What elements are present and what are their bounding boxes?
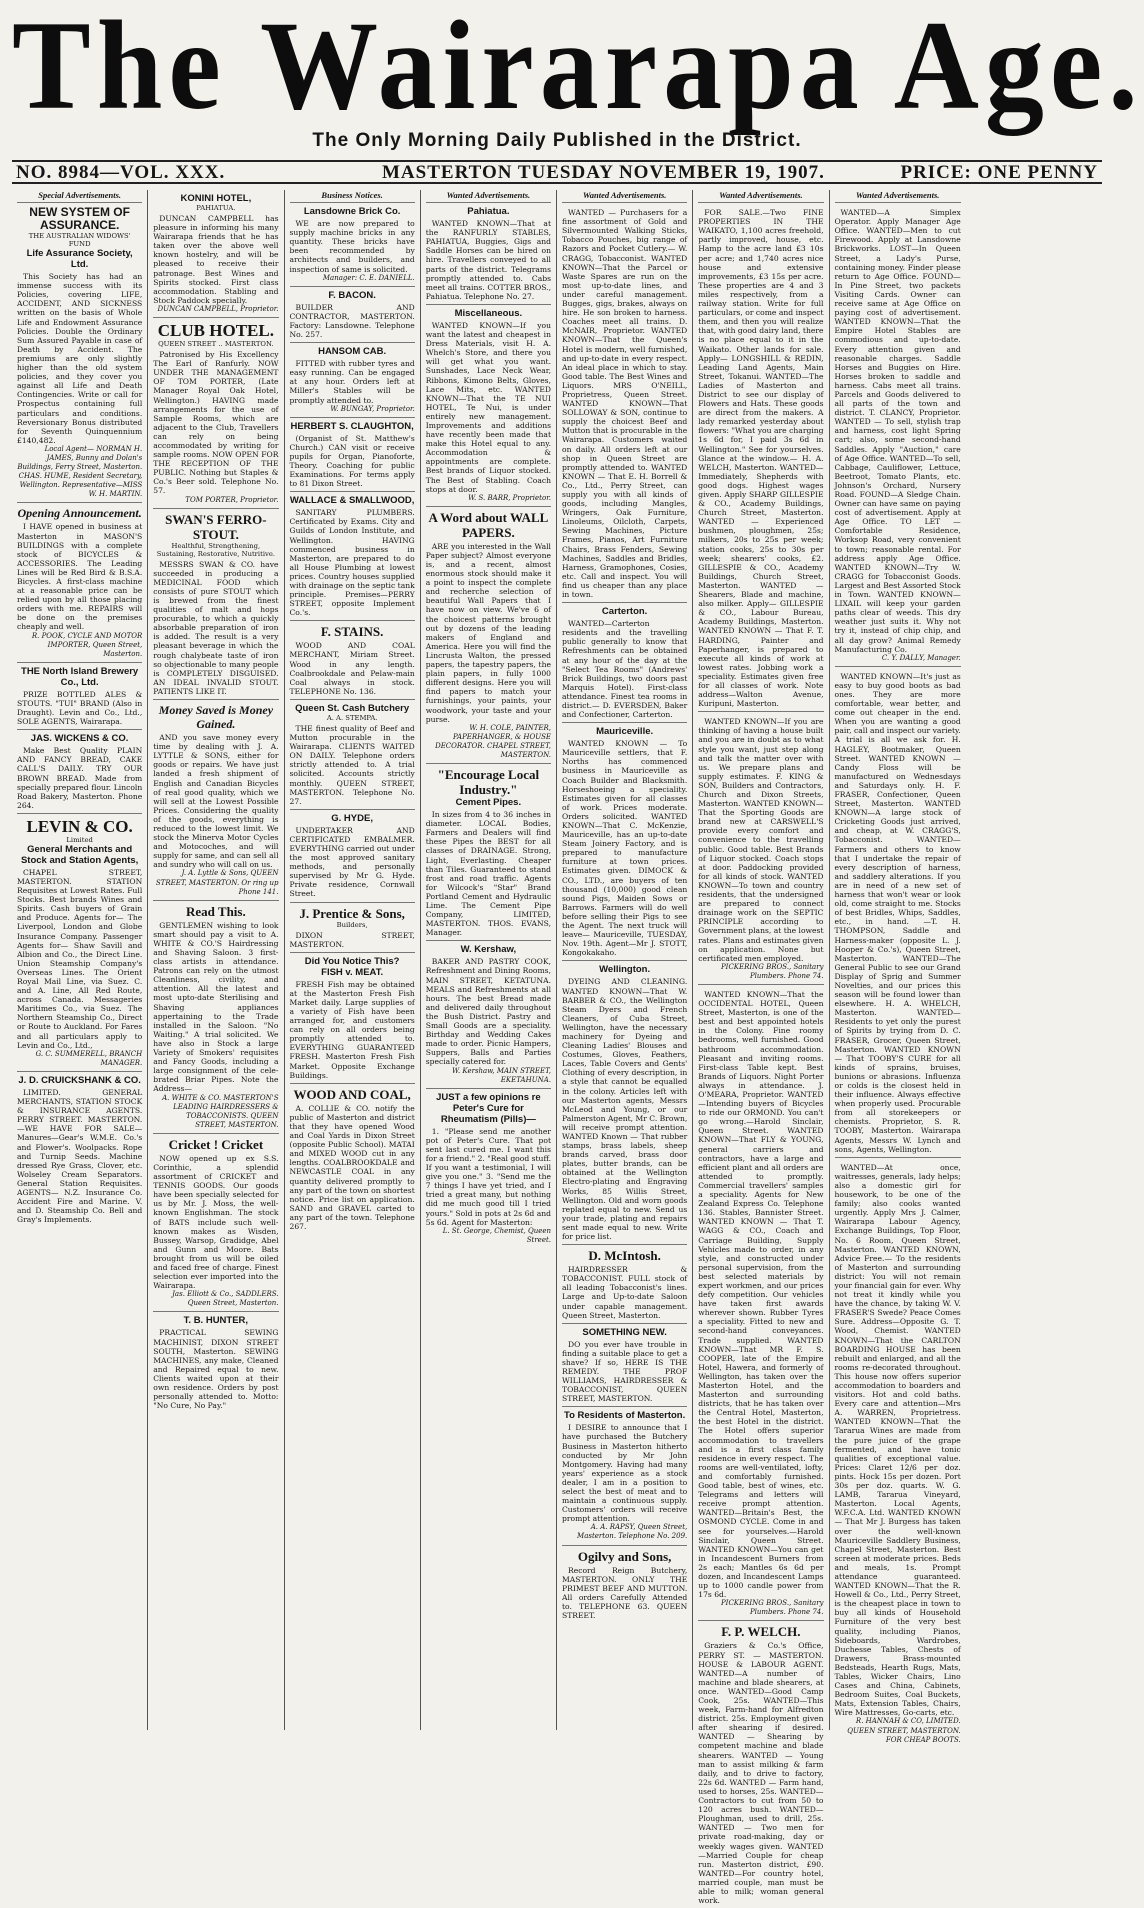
ad-body: DUNCAN CAMPBELL has pleasure in informing his many Wairarapa friends that he has taken over the above well known hostelry, and will be pleased to receive their patronage. Best Wines and Spirits stocked. First class accommodation. Stabling and Stock Paddock specially.	[153, 214, 279, 305]
ad-title: JUST a few opinions re Peter's Cure for Rheumatism (Pills)—	[436, 1091, 541, 1125]
advertisement	[290, 343, 415, 418]
ad-signature: PICKERING BROS., Sanitary Plumbers. Phone 74.	[720, 1599, 824, 1617]
ad-signature: A. A. RAPSY, Queen Street, Masterton. Telephone No. 209.	[577, 1523, 688, 1541]
ad-title: Carterton.	[601, 606, 648, 618]
price: PRICE: ONE PENNY	[900, 162, 1098, 183]
ad-signature: G. C. SUMMERELL, BRANCH MANAGER.	[35, 1049, 143, 1067]
advertisement	[17, 503, 142, 662]
ad-title: LEVIN & CO.	[26, 816, 133, 836]
ad-body: BUILDER AND CONTRACTOR, MASTERTON. Factory: Lansdowne. Telephone No. 257.	[289, 302, 415, 340]
ad-body: WANTED—At once, waitresses, generals, lady helps; also a domestic girl for housework, to be one of the family; also cooks wanted urgently. Apply Mrs J. Calmer, Wairarapa Labour Agency, Exchange Buildings, Top Floor, No. 6 Room, Queen Street, Masterton. WANTED KNOWN, Advice Free.— To the residents of Masterton and surrounding district: You will not remain your financial gain for ever. Why not treat it kindly while you have the chance, by taking W. V. FRASER'S Swede? Peace Comes Sure. Address—Opposite G. T. Wood, Chemist. WANTED KNOWN—That the CARLTON BOARDING HOUSE has been rebuilt and enlarged, and all the rooms re-decorated throughout. This house now offers superior accommodation to boarders and visitors. Hot and cold baths. Every care and attention—Mrs A. WARREN, Proprietress. WANTED KNOWN—That the Tararua Wines are made from the pure juice of the grape fermented, and have tonic qualities of exceptional value. Prices: Claret 12/6 per doz. pints. Hock 15s per dozen. Port 30s per doz. quarts. W. G. LAMB, Tararua Vineyard, Masterton. Local Agents, W.F.C.A. Ltd. WANTED KNOWN — That Mr J. Burgess has taken over the well-known Mauriceville Saddlery Business, Chapel Street, Masterton. Best screen at moderate prices. Beds and meals, 1s. Prompt attendance guaranteed. WANTED KNOWN—That the R. Howell & Co., Ltd., Perry Street, is the cheapest place in town to buy all kinds of Household Furniture of the very best quality, including Pianos, Sideboards, Wardrobes, Duchesse Tables, Chests of Drawers, Brass-mounted Bedsteads, Hearth Rugs, Mats, Tables, Wicker Chairs, Lino Cases and China, Cabinets, Bedroom Suites, Coal Buckets, Mats, Extension Tables, Chairs, Wire Mattresses, Go-carts, etc.	[834, 1162, 961, 1718]
ad-title: J. Prentice & Sons,	[299, 905, 405, 921]
column-5	[557, 190, 693, 1730]
advertisement	[153, 700, 278, 901]
ad-body: SANITARY PLUMBERS. Certificated by Exams. City and Guilds of London Institute, and Wellington. HAVING commenced business in Masterton, are prepared to do all House Plumbing at lowest prices. Country houses supplied with drainage on the septic tank principle. Premises—PERRY STREET, opposite Implement Co.'s.	[289, 508, 415, 618]
advertisement	[153, 901, 278, 1134]
ad-body: I HAVE opened in business at Masterton in MASON'S BUILDINGS with a complete stock of BICYCLES & ACCESSORIES. The Leading Lines will be Red Bird & B.S.A. Bicycles. A first-class machine at a reasonable price can be relied upon by all those placing orders with me. REPAIRS will be done on the premises cheaply and well.	[17, 522, 143, 632]
ad-signature: W. H. COLE, PAINTER, PAPERHANGER, & HOUSE DECORATOR. CHAPEL STREET, MASTERTON.	[435, 723, 551, 759]
ad-title: HERBERT S. CLAUGHTON,	[290, 420, 414, 432]
masthead-info-bar	[12, 160, 1102, 184]
ad-body: FRESH Fish may be obtained at the Masterton Fresh Fish Market daily. Large supplies of a variety of Fish have been arranged for, and customers can rely on all orders being promptly attended to. EVERYTHING GUARANTEED FRESH. Masterton Fresh Fish Market. Opposite Exchange Buildings.	[289, 979, 415, 1080]
ad-signature: Local Agent— NORMAN H. JAMES, Bunny and Dolan's Buildings, Ferry Street, Masterton. CHAS. HUME, Resident Secretary, Wellington. Representative—MISS W. H. MARTIN.	[17, 444, 143, 499]
ad-body: I DESIRE to announce that I have purchased the Butchery Business in Masterton hitherto conducted by Mr John Montgomery. Having had many years' experience as a stock dealer, I am in a position to select the best of meat and to maintain a continuous supply. Customers' orders will receive prompt attention.	[562, 1423, 688, 1524]
ad-title: T. B. HUNTER,	[183, 1315, 249, 1327]
column-header: Wanted Advertisements.	[835, 190, 961, 203]
ad-title: F. STAINS.	[320, 624, 384, 640]
ad-title: F. P. WELCH.	[721, 1624, 801, 1640]
advertisement	[426, 203, 551, 305]
advertisement	[290, 953, 415, 1084]
ad-title: WOOD AND COAL,	[293, 1086, 411, 1102]
ad-body: 1. "Please send me another pot of Peter's Cure. That pot sent last cured me. I want this for a friend." 2. "Real good stuff. If you want a testimonial, I will give you one." 3. "Send me the 7 things I have yet tried, and I tried a great many, but nothing did me much good till I tried yours." Sold in pots at 2s 6d and 5s 6d. Agent for Masterton:	[425, 1126, 551, 1227]
ad-body: A. COLLIE & CO. notify the public of Masterton and district that they have opened Wood and Coal Yards in Dixon Street (opposite Public School). MATAI and MIXED WOOD cut in any lengths. COALBROOKDALE and NEWCASTLE COAL in any quantity delivered promptly to any part of the town on shortest notice. Price list on application. SAND and GRAVEL carted to any part of the town. Telephone 267.	[289, 1103, 415, 1231]
ad-body: Make Best Quality PLAIN AND FANCY BREAD, CAKE CALL'S DAILY. TRY OUR BROWN BREAD. Made from specially prepared flour. Lincoln Road Bakery, Masterton. Phone 264.	[17, 746, 143, 810]
ad-title: SOMETHING NEW.	[582, 1326, 667, 1338]
ad-title: JAS. WICKENS & CO.	[30, 733, 129, 745]
ad-title: Queen St. Cash Butchery	[295, 702, 410, 714]
ad-title: THE North Island Brewery Co., Ltd.	[21, 665, 139, 688]
ad-title-secondary: FISH v. MEAT.	[321, 966, 384, 978]
advertisement	[153, 1134, 278, 1313]
advertisement	[290, 810, 415, 903]
ad-signature: R. HANNAH & CO, LIMITED. QUEEN STREET, MASTERTON. FOR CHEAP BOOTS.	[847, 1717, 961, 1744]
advertisement	[835, 203, 961, 667]
advertisement	[290, 287, 415, 343]
ad-title: Mauriceville.	[596, 726, 654, 738]
ad-title: Lansdowne Brick Co.	[303, 206, 401, 218]
column-1	[12, 190, 148, 1730]
ad-body: WANTED KNOWN—If you are thinking of having a house built and you are in doubt as to what style you want, just step along and talk the matter over with us. We prepare plans and supply estimates. F. KING & SON, Builders and Contractors, Church and Dixon Streets, Masterton. WANTED KNOWN—That the Sporting Goods are brand new at CARSWELL'S provide every comfort and convenience to the travelling public. Good table. Best Brands of Liquor stocked. Coach stops at door. Paddocking provided for all kinds of stock. WANTED KNOWN—To town and country residents, that the undersigned are prepared to connect drainage work on the SEPTIC PRINCIPLE according to Government plans, at the lowest rates. Plans and estimates given on application. None but certificated men employed.	[698, 717, 824, 963]
advertisement	[835, 667, 961, 1158]
ad-body: WOOD AND COAL MERCHANT, Miriam Street. Wood in any length. Coalbrookdale and Pelaw-main Coal always in stock. TELEPHONE No. 136.	[289, 641, 415, 696]
ad-subtitle: A. A. STEMPA.	[326, 713, 378, 722]
advertisement	[698, 1621, 823, 1908]
ad-title: WALLACE & SMALLWOOD,	[289, 495, 415, 507]
ad-title: To Residents of Masterton.	[564, 1410, 686, 1422]
ad-body: WANTED — Purchasers for a fine assortment of Gold and Silvermounted Walking Sticks, Tobacco Pouches, big range of Razors and Pocket Cutlery.— W. CRAGG, Tobacconist. WANTED KNOWN—That the Parcel or Waste Spares are run on the most up-to-date lines, and under careful management. Bugges, gigs, brakes, always on hire. He son broken to harness. Coaches meet all trains. D. McNAIR, Proprietor. WANTED KNOWN—That the Queen's Hotel is modern, well furnished, and up-to-date in every respect. An ideal place in which to stay. Good table. The Best Wines and Liquors. MRS O'NEILL, Proprietress, Queen Street. WANTED KNOWN—That SOLLOWAY & SON, continue to supply the choicest Beef and Mutton that is procurable in the Wairarapa. Customers waited on daily. All orders left at our shop in Queen Street are promptly attended to. WANTED KNOWN — That E. H. Borrell & Co., Ltd., Perry Street, can supply you with all kinds of goods, including Mangles, Wringers, Oak Furniture, Linoleums, Oilcloth, Carpets, Sewing Machines, Picture Frames, Pianos, Art Furniture Chairs, Brass Fenders, Sewing Machines, Saddles and Bridles, Harness, Gramophones, Cosies, etc. Call and inspect. You will find us cheaper than any place in town.	[562, 208, 688, 600]
advertisement	[153, 318, 278, 509]
advertisement	[562, 203, 687, 603]
advertisement	[290, 621, 415, 700]
ad-body: MESSRS SWAN & CO. have succeeded in producing a MEDICINAL FOOD which consists of pure STOUT which is brewed from the finest qualities of malt and hops procurable, to which a quickly absorbable preparation of iron is added. The result is a very pleasant beverage in which the rough chalybeate taste of iron so objectionable to many people is COMPLETELY DISGUISED. AN IDEAL INVALID STOUT. PATIENTS LIKE IT.	[153, 559, 279, 696]
ad-signature: A. WHITE & CO. MASTERTON'S LEADING HAIRDRESSERS & TOBACCONISTS. QUEEN STREET, MASTERTON.	[162, 1093, 279, 1129]
ad-title: Ogilvy and Sons,	[577, 1548, 672, 1564]
ad-subtitle: Builders,	[336, 920, 368, 929]
advertisement	[426, 1089, 551, 1248]
ad-signature: W. Kershaw, MAIN STREET, EKETAHUNA.	[452, 1066, 551, 1084]
ad-subtitle: Healthful, Strengthening, Sustaining, Restorative, Nutritive.	[156, 541, 276, 558]
advertisement	[153, 509, 278, 700]
advertisement	[698, 203, 823, 712]
ad-body: DYEING AND CLEANING. WANTED KNOWN—That W. BARBER & CO., the Wellington Steam Dyers and French Cleaners, of Cuba Street, Wellington, have the necessary machinery for Dyeing and Cleaning Ladies' Blouses and Costumes, Gloves, Feathers, Laces, Table Covers and Gents' Clothing of every description, in a style that cannot be equalled in the colony. Articles left with our Masterton agents, Messrs McLeod and Young, or our Palmerston Agent, Mr C. Brown, will receive prompt attention. WANTED Known — That rubber stamps, brass labels, sheep brands carved, brass door plates, butter brands, can be obtained at the Wellington Electro-plating and Engraving Works, 85 Willis Street, Wellington. Old and worn goods replated equal to new. Send us your trade, plating and repairs sent made equal to new. Write for price list.	[562, 977, 688, 1242]
column-2	[148, 190, 284, 1730]
advertisement	[426, 764, 551, 941]
advertisement	[17, 203, 142, 503]
advertisement	[17, 730, 142, 814]
advertisement	[562, 1546, 687, 1624]
ad-body: CHAPEL STREET, MASTERTON. STATION Requisites at Lowest Rates. Full Stocks. Best brands Wines and Spirits. Cash buyers of Grain and Produce. Agents for— The Liverpool, London and Globe Insurance Company. Passenger Agents for— Shaw Savill and Albion and Co., the Direct Line. Union Steamship Company's Overseas Lines. The Orient Royal Mail Line, via Suez. C. and A. Line, All Red Route, across Canada. Messageries Maritimes Co., via Suez. The Northern Steamship Co., Direct or Route to Auckland. For Fares and all particulars apply to Levin and Co., Ltd.,	[17, 867, 143, 1050]
ad-title: Wellington.	[599, 964, 651, 976]
advertisement	[153, 1312, 278, 1413]
ad-body: PRIZE BOTTLED ALES & STOUTS. "TUI" BRAND (Also in Draught). Levin and Co., Ltd., SOLE AGENTS, Wairarapa.	[17, 689, 143, 727]
ad-body: This Society has had an immense success with its Policies, covering LIFE, ACCIDENT, AND SICKNESS written on the basis of Whole Life and Endowment Assurance Policies. Double the Ordinary Sum Assured Payable in case of Death by Accident. The premiums are only slightly higher than the old system policies, and they cover you against all Life and Death Contingencies. Write or call for Prospectus containing full particulars and conditions. Reversionary Bonus distributed for Seventh Quinquennium £140,482.	[17, 272, 143, 445]
ad-title-secondary: Cement Pipes.	[455, 797, 522, 809]
advertisement	[17, 814, 142, 1072]
column-header: Wanted Advertisements.	[426, 190, 551, 203]
ad-signature: W. BUNGAY, Proprietor.	[330, 404, 415, 413]
column-3	[285, 190, 421, 1730]
column-6	[693, 190, 829, 1906]
ad-body: WANTED KNOWN—That at the RANFURLY STABLES, PAHIATUA, Buggies, Gigs and Saddle Horses can be hired on hire. Travellers conveyed to all parts of the district. Telegrams promptly attended to. Cabs meet all trains. COTTER BROS., Pahiatua. Telephone No. 27.	[425, 219, 551, 301]
ad-title-secondary: Life Assurance Society, Ltd.	[26, 248, 133, 271]
advertisement	[290, 903, 415, 953]
ad-title: W. Kershaw,	[460, 944, 517, 956]
ad-body: HAIRDRESSER & TOBACCONIST. FULL stock of all leading Tobacconist's lines. Large and Up-to-date Saloon under capable management. Queen Street, Masterton.	[562, 1265, 688, 1320]
column-header: Wanted Advertisements.	[562, 190, 687, 203]
ad-body: THE finest quality of Beef and Mutton procurable in the Wairarapa. CLIENTS WAITED ON DAILY. Telephone orders strictly attended to. A trial solicited. Accounts strictly monthly. QUEEN STREET, MASTERTON. Telephone No. 27.	[289, 723, 415, 806]
ad-body: WANTED—Carterton residents and the travelling public generally to know that Refreshments can be obtained at any hour of the day at the "Select Tea Rooms" (Andrews' Brick Buildings, two doors past Marquis Hotel). First-class attendance. Finest tea rooms in district.— D. EVERSDEN, Baker and Confectioner, Carterton.	[562, 619, 688, 720]
ad-body: WANTED—A Simplex Operator. Apply Manager Age Office. WANTED—Men to cut Firewood. Apply at Lansdowne Brickworks. LOST—In Queen Street, a Lady's Purse, containing money. Finder please return to Age Office. FOUND—In Pine Street, two packets Visiting Cards. Owner can receive same at Age Office on paying cost of advertisement. WANTED KNOWN—That the Empire Hotel Stables are commodious and up-to-date. Every attention given and reasonable charges. Saddle Horses and Buggies on Hire. Horses broken to saddle and harness. Cabs meet all trains. Parcels and Goods delivered to all parts of the town and district. T. CLANCY, Proprietor. WANTED — To sell, stylish trap and harness, cost light Spring cart; also, some second-hand Saddles. Apply "Auction," care of Age Office. WANTED—To sell, Cabbage, Cauliflower, Lettuce, Beetroot, Tomato Plants, etc. Johnson's Orchard, Nursery Road. FOUND—A Sledge Chain. Owner can have same on paying cost of advertisement. Apply at Age Office. TO LET — Comfortable Residence, Worksop Road, very convenient to town; reasonable rental. For address apply Age Office. WANTED KNOWN—Try W. CRAGG for Tobacconist Goods. Largest and Best Assorted Stock in Town. WANTED KNOWN—LIXAIL will keep your garden paths clear of weeds. This dry weather just suits it. Why not try it, instead of chip chip, and all day grow? Animal Remedy Manufacturing Co.	[834, 208, 961, 654]
ad-signature: Jas. Elliott & Co., SADDLERS. Queen Street, Masterton.	[172, 1290, 279, 1308]
advertisement	[17, 1072, 142, 1227]
ad-body: WANTED KNOWN—If you want the latest and cheapest in Dress Materials, visit H. A. Whelch's Store, and there you will get what you want. Sunshades, Lace Neck Wear, Ribbons, Kimono Belts, Gloves, Lace Mits, etc. WANTED KNOWN—That the TE NUI HOTEL, Te Nui, is under entirely new management. Improvements and additions have recently been made that make this Hotel equal to any. Accommodation & appointments are complete. Best brands of Liquor stocked. The Best of Stabling. Coach stops at door.	[425, 320, 551, 494]
column-header: Business Notices.	[290, 190, 415, 203]
column-header: Special Advertisements.	[17, 190, 142, 203]
advertisement	[562, 723, 687, 961]
newspaper-subtitle: The Only Morning Daily Published in the District.	[312, 130, 802, 151]
ad-title: "Encourage Local Industry."	[437, 767, 540, 798]
dateline: MASTERTON TUESDAY NOVEMBER 19, 1907.	[382, 162, 825, 183]
advertisement	[562, 1324, 687, 1408]
advertisement	[290, 492, 415, 621]
ad-title: CLUB HOTEL.	[157, 321, 274, 341]
newspaper-title: The Wairarapa Age.	[12, 0, 1144, 137]
advertisement	[562, 603, 687, 723]
masthead	[12, 0, 1144, 183]
advertisement	[698, 985, 823, 1621]
ad-body: NOW opened up ex S.S. Corinthic, a splendid assortment of CRICKET and TENNIS GOODS. Our goods have been specially selected for us by Mr. J. Moss, the well-known Englishman. The stock of BATS include such well-known makes as Wisden, Bussey, Warsop, Gradidge, Abel and Gunn and Moore. Bats brought from us will be oiled and faced free of charge. Finest selection ever imported into the Wairarapa.	[153, 1153, 279, 1291]
advertisement	[562, 1407, 687, 1545]
advertisement	[290, 203, 415, 287]
ad-body: Record Reign Butchery, MASTERTON. ONLY THE PRIMEST BEEF AND MUTTON. All orders Carefully Attended to. TELEPHONE 63. QUEEN STREET.	[562, 1565, 688, 1621]
ad-body: DIXON STREET, MASTERTON.	[289, 930, 415, 949]
ad-body: In sizes from 4 to 36 inches in diameter. LOCAL Bodies, Farmers and Dealers will find these Pipes the BEST for all classes of DRAINAGE. Strong, Light, Everlasting. Cheaper than Tiles. Guaranteed to stand frost and road traffic. Agents for Wilcock's "Star" Brand Portland Cement and Hydraulic Lime. The Cement Pipe Company, LIMITED, MASTERTON. THOS. EVANS, Manager.	[425, 810, 551, 938]
ad-title: A Word about WALL PAPERS.	[428, 509, 549, 540]
ad-title-secondary: General Merchants and Stock and Station Agents,	[20, 843, 139, 866]
advertisement	[562, 1245, 687, 1324]
ad-signature: PICKERING BROS., Sanitary Plumbers. Phone 74.	[720, 962, 824, 980]
ad-title: Miscellaneous.	[454, 307, 523, 319]
ad-title: Did You Notice This?	[304, 955, 400, 967]
ad-body: WANTED KNOWN — To Mauriceville settlers, that F. Norths has commenced business in Mauriceville as Coach Builder and Blacksmith. Horseshoeing a speciality. Estimates given for all classes of work. Prices moderate. Orders solicited. WANTED KNOWN—That C. McKenzie, Mauriceville, has an up-to-date Steam Joinery Factory, and is prepared to manufacture furniture at town prices. Estimates given. DIMOCK & CO., LTD., are buyers of ten thousand (10,000) good clean sound Pigs, Maiden Sows or Barrows. Farmers will do well before selling their Pigs to see the Agent. The next truck will leave— Mauriceville, TUESDAY, Nov. 19th. Agent—Mr J. STOTT, Kongokakaho.	[562, 739, 688, 958]
advertisement	[290, 700, 415, 810]
advertisement	[153, 190, 278, 318]
ad-signature: Manager: C. E. DANIELL.	[322, 273, 415, 282]
advertisement	[835, 1158, 961, 1748]
ad-title: HANSOM CAB.	[318, 346, 387, 358]
ad-title: NEW SYSTEM OF ASSURANCE.	[29, 205, 130, 233]
ad-subtitle: THE AUSTRALIAN WIDOWS' FUND	[28, 232, 131, 249]
ad-body: UNDERTAKER AND CERTIFICATED EMBALMER. EVERYTHING carried out under the most approved sanitary methods, and personally supervised by Mr G. Hyde. Private residence, Cornwall Street.	[289, 825, 415, 899]
ad-body: ARE you interested in the Wall Paper subject? Almost everyone is, and a recent, almost enormous stock should make it a point to inspect the complete and recherche selection of beautiful Wall Papers that I have now on view. We've 6 of the choicest patterns brought out by dozens of the leading makers of England and America. Here you will find the Lincrusta Walton, the pressed papers, the tapestry papers, the plain papers, in fully 1000 different designs. Here you will find papers to match your furnishings, your paints, your woodwork, your taste and your purse.	[425, 541, 551, 724]
ad-signature: W. S. BARR, Proprietor.	[468, 493, 551, 502]
ad-signature: J. A. Lyttle & Sons, QUEEN STREET, MASTERTON. Or ring up Phone 141.	[155, 869, 279, 896]
ad-signature: C. Y. DALLY, Manager.	[881, 653, 961, 662]
ad-body: (Organist of St. Matthew's Church.) CAN visit or receive pupils for Organ, Pianoforte, Theory. Coaching for public Examinations. For terms apply to 81 Dixon Street.	[289, 433, 415, 489]
ad-body: LIMITED. GENERAL MERCHANTS, STATION STOCK & INSURANCE AGENTS. PERRY STREET. MASTERTON. —WE HAVE FOR SALE— Manures—Gear's W.M.E. Co.'s and Flower's. Woolpacks. Rope and Turnip Seeds. Machine dressed Rye Grass, Clover, etc. Wolseley Cream Separators. General Station Requisites. AGENTS— N.Z. Insurance Co. Accident Fire and Marine. V. and D. Steamship Co. Bell and Gray's Implements.	[17, 1087, 143, 1225]
ad-title: Cricket ! Cricket	[168, 1136, 264, 1152]
ad-body: FITTED with rubber tyres and easy running. Can be engaged at any hour. Orders left at Miller's Stables will be promptly attended to.	[289, 359, 415, 405]
advertisement	[426, 305, 551, 507]
ad-title: Opening Announcement.	[17, 506, 142, 521]
ad-body: DO you ever have trouble in finding a suitable place to get a shave? If so, HERE IS THE REMEDY. THE PROF WILLIAMS, HAIRDRESSER & TOBACCONIST, QUEEN STREET, MASTERTON.	[562, 1339, 688, 1404]
column-header: Wanted Advertisements.	[698, 190, 823, 203]
column-7	[830, 190, 966, 1744]
ad-signature: R. POOK, CYCLE AND MOTOR IMPORTER, Queen Street, Masterton.	[31, 631, 143, 658]
ad-body: Graziers & Co.'s Office, PERRY ST. — MASTERTON. HOUSE & LABOUR AGENT. WANTED—A number of machine and blade shearers, at once. WANTED—Good Camp Cook, 25s. WANTED—This week, Farm-hand for Alfredton district. 25s. Employment given after shearing if desired. WANTED — Shearing by competent machine and blade shearers. WANTED — Young man to assist milking & farm daily, and to drive to factory, 22s 6d. WANTED — Farm hand, used to horses, 25s. WANTED—Contractors to cut from 50 to 120 acres bush. WANTED—Ploughman, used to drill, 25s. WANTED — Two men for private road-making, day or weekly wages given. WANTED—Married Couple for cheap run. Masterton district, £90. WANTED—For country hotel, married couple, man must be able to milk; woman general work.	[698, 1641, 824, 1906]
ad-title: Money Saved is Money Gained.	[158, 703, 274, 732]
ad-body: PRACTICAL SEWING MACHINIST, DIXON STREET SOUTH, Masterton. SEWING MACHINES, any make, Cleaned and Repaired equal to new. Clients waited upon at their own residence. Orders by post personally attended to. Motto: "No Cure, No Pay."	[153, 1328, 279, 1411]
advertisement	[290, 418, 415, 493]
advertisement	[426, 507, 551, 764]
advertisement	[562, 961, 687, 1245]
ad-subtitle: PAHIATUA.	[196, 204, 236, 212]
ad-body: WE are now prepared to supply machine bricks in any quantity. These bricks have been recommended by architects and builders, and inspection of same is solicited.	[289, 219, 415, 274]
ad-signature: TOM PORTER, Proprietor.	[185, 495, 279, 504]
advertisement	[698, 712, 823, 985]
ad-title: Read This.	[186, 903, 246, 919]
ad-signature: DUNCAN CAMPBELL, Proprietor.	[157, 304, 279, 313]
ad-title: F. BACON.	[328, 289, 376, 301]
ad-title: G. HYDE,	[331, 812, 373, 824]
ad-title: KONINI HOTEL,	[180, 193, 252, 204]
ad-title: D. McIntosh.	[588, 1248, 661, 1264]
advertisement	[426, 941, 551, 1088]
ad-title: SWAN'S FERRO-STOUT.	[165, 511, 267, 542]
advertisement	[17, 663, 142, 730]
ad-body: WANTED KNOWN—It's just as easy to buy good boots as bad ones. They are more comfortable, wear better, and come out cheaper in the end. When you are wanting a good pair, call and inspect our variety. A trial is all we ask for. H. HAGLEY, Bootmaker, Queen Street. WANTED KNOWN — Candy Floss will be manufactured on Wednesdays and Saturdays only. H. F. FRASER, Confectioner, Queen Street, Masterton. WANTED KNOWN—A large stock of Cricketing Goods just arrived, and cheap, at W. CRAGG'S, Tobacconist. WANTED—Farmers and others to know that I undertake the repair of every description of harness, and saddlery alterations. If you are in need of a new set of harness that won't wear or look old, come straight to me. Stocks of best Bridles, Whips, Saddles, etc., in hand. —T. H. THOMPSON, Saddle and Harness-maker (opposite L. J. Hooper & Co.'s), Queen Street, Masterton. WANTED—The General Public to see our Grand Display of Sprig and Summer Novelties, and our prices this season will be found lower than elsewhere. H. A. WHELCH, Masterton. WANTED—Residents to yet only the purest of Spirits by trying from D. C. FRASER, Grocer, Queen Street, Masterton. WANTED KNOWN — That TOOBY'S CURE for all kinds of sprains, bruises, bunions or abrasions. Influenza or colds is the closest held in their influence. Always effective when properly used. Procurable from all storekeepers or chemists. Proprietor, S. R. TOOBY, Masterton. Wairarapa Agents, Messrs W. Lynch and sons, Agents, Wellington.	[834, 671, 961, 1154]
ad-body: Patronised by His Excellency The Earl of Ranfurly. NOW UNDER THE MANAGEMENT OF TOM PORTER, (Late Manager Royal Oak Hotel, Wellington.) HAVING made arrangements for the use of Sample Rooms, which are adjacent to the Club, Travellers can rely on being accommodated by writing for sample rooms. NOW OPEN FOR THE RECEPTION OF THE PUBLIC. Nothing but Staples & Co.'s Beer sold. Telephone No. 57.	[153, 350, 279, 496]
advertisement-columns	[12, 190, 1102, 1906]
column-4	[421, 190, 557, 1730]
ad-body: WANTED KNOWN—That the OCCIDENTAL HOTEL, Queen Street, Masterton, is one of the best and best appointed hotels in the Colony. Fine roomy bedrooms, well furnished. Good bathroom accommodation. Pleasant and inviting rooms. First-class Table kept. Best Brands of Liquors. Night Porter always in attendance. J. O'MEARA, Proprietor. WANTED—Intending buyers of Bicycles to ride our ORMOND. You can't go wrong.—Harold Sinclair, Queen Street. WANTED KNOWN—That FLY & YOUNG, general carriers and contractors, have a large and efficient plant and all orders are attended to promptly. Commercial travellers' samples a speciality. Agents for New Zealand Express Co. Telephone 136. Stables, Bannister Street. WANTED KNOWN — That T. WAGG & CO., Coach and Carriage Building, Supply Vehicles made to order, in any style, and constructed under personal supervision, from the best selected materials by expert workmen, and our prices defy competition. Our vehicles have taken first awards wherever shown. Rubber Tyres a speciality. Fitted to new and second-hand conveyances. Trade supplied. WANTED KNOWN—That MR F. S. COOPER, late of the Empire Hotel, Hawera, and formerly of Wellington, has taken over the Masterton Hotel, and the Masterton and surrounding districts, that he has taken over the Central Hotel, Masterton, the best Hotel in the district. The Hotel offers superior accommodation to travellers and is a first class family residence in every respect. The rooms are well-ventilated, lofty, and comfortably furnished. Good table, best of wines, etc. Telegrams and letters will receive prompt attention. WANTED—Britain's Best, the OSMOND CYCLE. Come in and see for yourselves.—Harold Sinclair, Queen Street. WANTED KNOWN—You can get in Incandescent Burners from 2s each; Mantles 6s 6d per dozen, and Incandescent Lamps up to 1000 candle power from 17s 6d.	[698, 989, 824, 1600]
ad-body: BAKER AND PASTRY COOK, Refreshment and Dining Rooms, MAIN STREET, KETATUNA. MEALS and Refreshments at all hours. The best Bread made and delivered daily throughout the Bush District. Pastry and Small Goods are a speciality. Birthday and Wedding Cakes made to order. Picnic Hampers, Suppers, Balls and Parties specially catered for.	[425, 957, 551, 1067]
ad-signature: L. St. George, Chemist, Queen Street.	[442, 1226, 551, 1244]
ad-title: Pahiatua.	[467, 206, 510, 218]
ad-body: AND you save money every time by dealing with J. A. LYTTLE & SONS, either for goods or repairs. We have just landed a fresh shipment of English and Canadian Bicycles of real good quality, which we will sell at the Lowest Possible Prices. Considering the quality of the goods, everything is reduced to the lowest limit. We stock the Minerva Motor Cycles and Motocoches, and will supply for same, and can sell all and sundry who will call on us.	[153, 733, 279, 870]
ad-subtitle: QUEEN STREET .. MASTERTON.	[158, 340, 274, 349]
advertisement	[290, 1084, 415, 1234]
ad-title: J. D. CRUICKSHANK & CO.	[18, 1074, 141, 1086]
issue-number: NO. 8984—VOL. XXX.	[16, 162, 226, 183]
ad-body: FOR SALE.—Two FINE PROPERTIES IN THE WAIKATO, 1,100 acres freehold, partly improved, house, etc. Hamp to the acre land £3 10s per acre; and 1,740 acres nice house and extensive improvements, £3 15s per acre. These properties are 4 and 3 miles respectively, from a railway station. Write for full particulars, or come and inspect them, and then you will realize that, with good dairy land, there is no place equal to it in the Waikato. Other lands for sale. Apply— LONGSHILL & REDIN, Leading Land Agents, Main Street, Tokanui. WANTED—The Ladies of Masterton and District to see our display of Flowers and Hats. These goods are direct from the makers. A lady remarked yesterday about flowers: "What you are charging 1s 6d for, I paid 3s 6d in Wellington." See for yourselves. Glance at the window.— H. A. WELCH, Masterton. WANTED—Immediately, Shepherds with good dogs. Highest wages given. Apply SHARP GILLESPIE & CO., Academy Buildings, Church Street, Masterton. WANTED — Experienced bushmen, ploughmen, 25s; milkers, 20s to 25s per week; station cooks, 25s to 30s per week; shearers' cooks, £2. GILLESPIE & CO., Academy Buildings, Church Street, Masterton. WANTED — Shearers, Blade and machine, also milker. Apply— GILLESPIE & CO., Labour Bureau, Academy Buildings, Masterton. WANTED KNOWN — That F. T. HARDING, Painter and Paperhanger, is prepared to execute all kinds of work at lowest rates. Jobbing work a speciality. Estimates given free for all classes of work. Note address—Walton Avenue, Kuripuni, Masterton.	[698, 208, 824, 709]
ad-subtitle: Limited	[66, 835, 93, 844]
ad-body: GENTLEMEN wishing to look smart should pay a visit to A. WHITE & CO.'S Hairdressing and Shaving Saloon. 3 first-class artists in attendance. Patrons can rely on the utmost Cleanliness, civility, and attention. All the latest and most upto-date Sterilising and Shaving appliances appertaining to the Trade installed in the Saloon. "No Waiting." A trial solicited. We have also in Stock a large Variety of Smokers' requisites and Fancy Goods, including a large consignment of the cele-brated Briar Pipes. Note the Address—	[153, 920, 279, 1094]
